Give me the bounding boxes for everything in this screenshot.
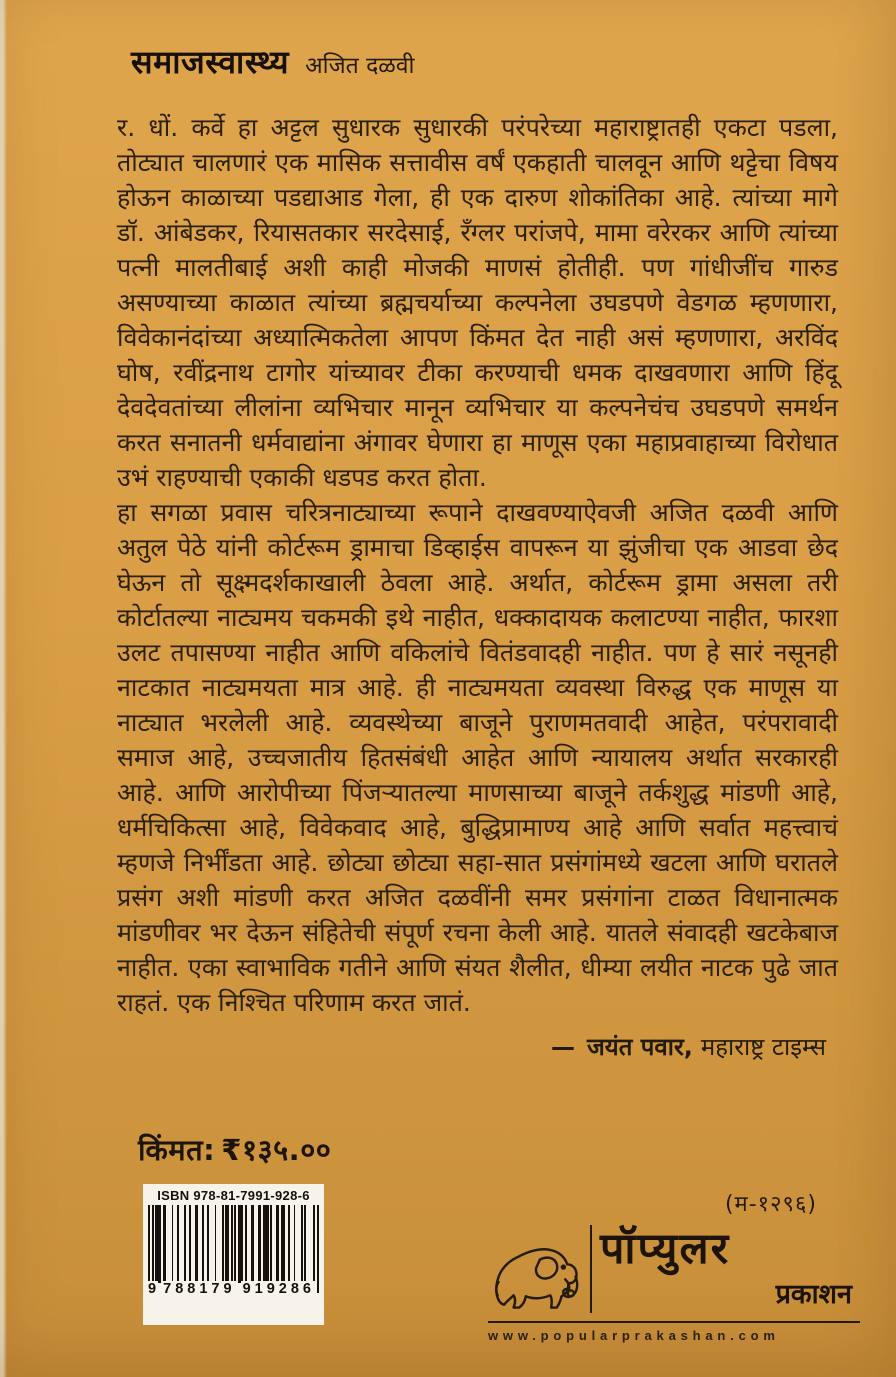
barcode-digit-group: 919286	[242, 1281, 315, 1297]
publisher-name	[600, 1222, 860, 1316]
barcode-digit-group: 9	[148, 1281, 157, 1297]
publisher-block	[488, 1222, 860, 1343]
price	[138, 1130, 331, 1169]
attribution-dash: —	[551, 1033, 575, 1061]
isbn-number: ISBN 978-81-7991-928-6	[157, 1188, 310, 1203]
back-cover-blurb	[117, 110, 838, 1020]
price-value: ₹१३५.००	[221, 1133, 332, 1167]
elephant-logo-icon	[488, 1222, 588, 1316]
publisher-logo-row	[488, 1222, 860, 1316]
publisher-name-line1: पॉप्युलर	[600, 1223, 731, 1274]
publisher-website: www.popularprakashan.com	[488, 1328, 780, 1343]
barcode-digit-group: 788179	[163, 1281, 236, 1297]
logo-divider	[590, 1225, 592, 1313]
isbn-barcode	[143, 1184, 324, 1325]
reviewer-name: जयंत पवार,	[587, 1033, 693, 1061]
blurb-paragraph-1: र. धों. कर्वे हा अट्टल सुधारक सुधारकी परंपरेच्या महाराष्ट्रातही एकटा पडला, तोट्यात चालणारं एक मासिक सत्तावीस वर्षं एकहाती चालवून आणि थट्टेचा विषय होऊन काळाच्या पडद्याआड गेला, ही एक दारुण शोकांतिका आहे. त्यांच्या मागे डॉ. आंबेडकर, रियासतकार सरदेसाई, रँग्लर परांजपे, मामा वरेरकर आणि त्यांच्या पत्नी मालतीबाई अशी काही मोजकी माणसं होतीही. पण गांधीजींच गारुड असण्याच्या काळात त्यांच्या ब्रह्मचर्याच्या कल्पनेला उघडपणे वेडगळ म्हणणारा, विवेकानंदांच्या अध्यात्मिकतेला आपण किंमत देत नाही असं म्हणणारा, अरविंद घोष, रवींद्रनाथ टागोर यांच्यावर टीका करण्याची धमक दाखवणारा आणि हिंदू देवदेवतांच्या लीलांना व्यभिचार मानून व्यभिचार या कल्पनेचंच उघडपणे समर्थन करत सनातनी धर्मवाद्यांना अंगावर घेणारा हा माणूस एका महाप्रवाहाच्या विरोधात उभं राहण्याची एकाकी धडपड करत होता.	[117, 113, 838, 492]
book-title: समाजस्वास्थ्य	[131, 43, 290, 81]
publisher-name-line2: प्रकाशन	[775, 1279, 852, 1311]
price-label: किंमत:	[138, 1133, 216, 1167]
author-name: अजित दळवी	[305, 53, 415, 79]
title-row	[131, 40, 415, 83]
catalog-number: (म-१२९६)	[724, 1192, 817, 1217]
publisher-rule	[488, 1321, 860, 1323]
barcode-bars	[148, 1205, 319, 1293]
barcode-digits	[148, 1281, 319, 1297]
review-source: महाराष्ट्र टाइम्स	[700, 1033, 826, 1061]
review-attribution	[551, 1030, 826, 1063]
blurb-paragraph-2: हा सगळा प्रवास चरित्रनाट्याच्या रूपाने दाखवण्याऐवजी अजित दळवी आणि अतुल पेठे यांनी कोर्टरूम ड्रामाचा डिव्हाईस वापरून या झुंजीचा एक आडवा छेद घेऊन तो सूक्ष्मदर्शकाखाली ठेवला आहे. अर्थात, कोर्टरूम ड्रामा असला तरी कोर्टातल्या नाट्यमय चकमकी इथे नाहीत, धक्कादायक कलाटण्या नाहीत, फारशा उलट तपासण्या नाहीत आणि वकिलांचे वितंडवादही नाहीत. पण हे सारं नसूनही नाटकात नाट्यमयता मात्र आहे. ही नाट्यमयता व्यवस्था विरुद्ध एक माणूस या नाट्यात भरलेली आहे. व्यवस्थेच्या बाजूने पुराणमतवादी आहेत, परंपरावादी समाज आहे, उच्चजातीय हितसंबंधी आहेत आणि न्यायालय अर्थात सरकारही आहे. आणि आरोपीच्या पिंजऱ्यातल्या माणसाच्या बाजूने तर्कशुद्ध मांडणी आहे, धर्मचिकित्सा आहे, विवेकवाद आहे, बुद्धिप्रामाण्य आहे आणि सर्वात महत्त्वाचं म्हणजे निर्भींडता आहे. छोट्या छोट्या सहा-सात प्रसंगांमध्ये खटला आणि घरातले प्रसंग अशी मांडणी करत अजित दळवींनी समर प्रसंगांना टाळत विधानात्मक मांडणीवर भर देऊन संहितेची संपूर्ण रचना केली आहे. यातले संवादही खटकेबाज नाहीत. एका स्वाभाविक गतीने आणि संयत शैलीत, धीम्या लयीत नाटक पुढे जात राहतं. एक निश्चित परिणाम करत जातं.	[117, 498, 838, 1017]
